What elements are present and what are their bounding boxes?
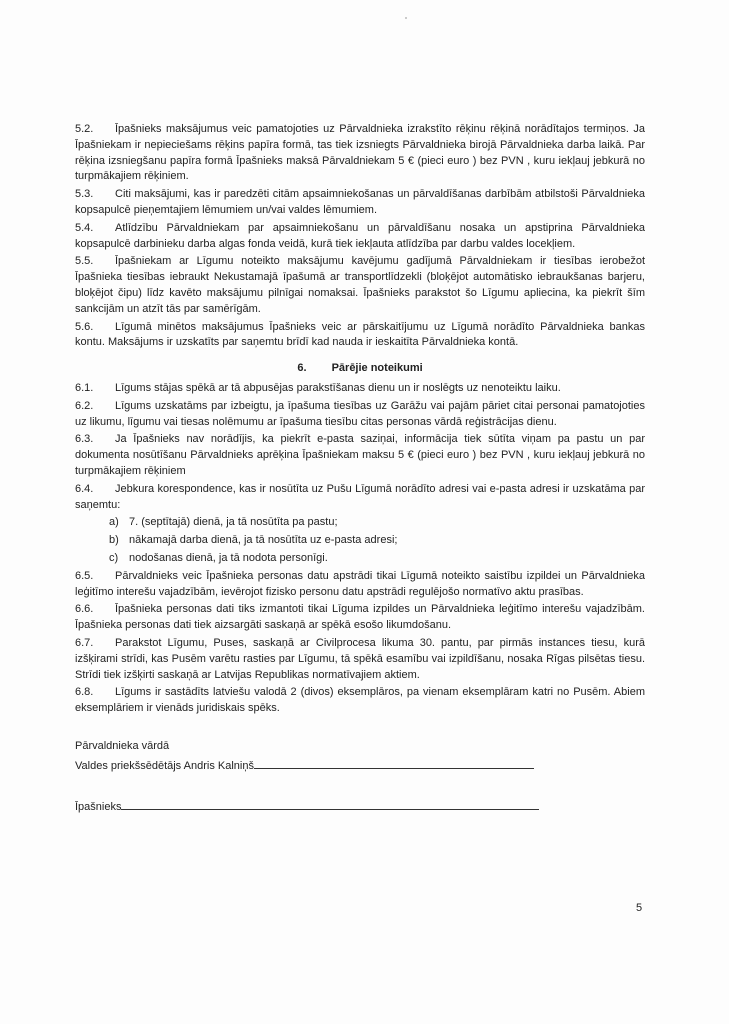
clause-text: Atlīdzību Pārvaldniekam par apsaimniekošanu un pārvaldīšanu nosaka un apstiprina Pārvaldnieka kopsapulcē darbinieku darba algas fonda veidā, kurā tiek iekļauta atlīdzība par darbu valdes locekļiem.: [75, 221, 645, 250]
section-6-paragraphs-a: [75, 381, 645, 513]
owner-signature-label: Īpašnieks: [75, 801, 122, 814]
clause-text: Īpašnieks maksājumus veic pamatojoties uz Pārvaldnieka izrakstīto rēķinu rēķinā norādītajos termiņos. Ja Īpašniekam ir nepieciešams rēķins papīra formā, tas tiek izsniegts Pārvaldnieka birojā Pārvaldnieka darba laikā. Par rēķina izsniegšanu papīra formā Īpašnieks maksā Pārvaldniekam 5 € (pieci euro ) bez PVN , kuru iekļauj jebkurā no turpmākajiem rēķiniem.: [75, 123, 645, 183]
list-item-text: nākamajā darba dienā, ja tā nosūtīta uz e-pasta adresi;: [129, 534, 398, 547]
signature-block: [75, 739, 645, 816]
manager-signature-line: [254, 757, 534, 769]
clause-6-2: [75, 399, 645, 431]
clause-number: 6.6.: [75, 603, 94, 616]
section-6-paragraphs-b: [75, 569, 645, 717]
clause-number: 6.4.: [75, 482, 94, 495]
manager-heading: Pārvaldnieka vārdā: [75, 739, 170, 752]
list-item-text: 7. (septītajā) dienā, ja tā nosūtīta pa pastu;: [129, 516, 338, 529]
clause-5-5: [75, 254, 645, 317]
list-item-text: nodošanas dienā, ja tā nodota personīgi.: [129, 551, 328, 564]
clause-number: 6.8.: [75, 686, 94, 699]
correspondence-list: [75, 515, 645, 566]
clause-number: 5.2.: [75, 123, 94, 135]
clause-5-4: [75, 221, 645, 253]
clause-text: Parakstot Līgumu, Puses, saskaņā ar Civilprocesa likuma 30. pantu, par pirmās instances tiesu, kurā izšķirami strīdi, kas Pusēm varētu rasties par Līgumu, tā spēkā esamību vai izpildīšanu, nosaka Rīgas pilsētas tiesu. Strīdi tiek izšķirti saskaņā ar Latvijas Republikas normatīvajiem aktiem.: [75, 636, 645, 681]
clause-text: Līgums uzskatāms par izbeigtu, ja īpašuma tiesības uz Garāžu vai pajām pāriet citai personai pamatojoties uz likumu, līgumu vai tiesas nolēmumu ar īpašuma tiesību citas personas vārdā reģistrācijas dienu.: [75, 399, 645, 428]
clause-6-1: [75, 381, 645, 397]
clause-number: 6.5.: [75, 569, 94, 582]
clause-5-3: [75, 187, 645, 219]
scan-speck: [405, 17, 407, 19]
clause-6-7: [75, 636, 645, 683]
clause-number: 5.6.: [75, 320, 94, 333]
clause-text: Līgums stājas spēkā ar tā abpusējas parakstīšanas dienu un ir noslēgts uz nenoteiktu laiku.: [115, 381, 561, 394]
owner-signature-row: [75, 798, 645, 816]
section-6-heading: [75, 361, 645, 377]
clause-number: 5.5.: [75, 255, 94, 268]
manager-signature-row: [75, 757, 645, 775]
list-item-letter: c): [109, 551, 119, 564]
list-item: [109, 551, 645, 567]
clause-number: 5.4.: [75, 221, 94, 234]
clause-5-6: [75, 320, 645, 352]
clause-text: Īpašniekam ar Līgumu noteikto maksājumu kavējumu gadījumā Pārvaldniekam ir tiesības ierobežot Īpašnieka tiesības iebraukt Nekustamajā īpašumā ar transportlīdzekli (bloķējot automātisko iebraukšanas barjeru, bloķējot čipu) līdz kavēto maksājumu pilnīgai nomaksai. Īpašnieks parakstot šo Līgumu apliecina, ka piekrīt šīm sankcijām un atzīt tās par samērīgām.: [75, 255, 645, 315]
clause-number: 5.3.: [75, 188, 94, 201]
clause-number: 6.1.: [75, 381, 94, 394]
document-body: [75, 122, 645, 818]
list-item-letter: b): [109, 534, 119, 547]
clause-6-5: [75, 569, 645, 601]
clause-6-8: [75, 685, 645, 717]
clause-text: Īpašnieka personas dati tiks izmantoti tikai Līguma izpildes un Pārvaldnieka leģitīmo interešu vajadzībām. Īpašnieka personas dati tiek aizsargāti saskaņā ar spēkā esošo likumdošanu.: [75, 603, 645, 632]
clause-6-6: [75, 602, 645, 634]
clause-text: Līgums ir sastādīts latviešu valodā 2 (divos) eksemplāros, pa vienam eksemplāram katri no Pusēm. Abiem eksemplāriem ir vienāds juridiskais spēks.: [75, 686, 645, 715]
clause-text: Jebkura korespondence, kas ir nosūtīta uz Pušu Līgumā norādīto adresi vai e-pasta adresi ir uzskatāma par saņemtu:: [75, 482, 645, 511]
clause-text: Pārvaldnieks veic Īpašnieka personas datu apstrādi tikai Līgumā noteikto saistību izpildei un Pārvaldnieka leģitīmo interešu vajadzībām, ievērojot fizisko personu datu apstrādi regulējošo normatīvo aktu prasības.: [75, 569, 645, 598]
list-item: [109, 533, 645, 549]
owner-signature-line: [121, 798, 539, 810]
clause-text: Citi maksājumi, kas ir paredzēti citām apsaimniekošanas un pārvaldīšanas darbībām atbilstoši Pārvaldnieka kopsapulcē pieņemtajiem lēmumiem un/vai valdes lēmumiem.: [75, 188, 645, 216]
clause-5-2: [75, 122, 645, 185]
section-5-paragraphs: [75, 122, 645, 351]
page-number: 5: [636, 902, 643, 914]
section-6-title: Pārējie noteikumi: [331, 362, 423, 375]
clause-text: Līgumā minētos maksājumus Īpašnieks veic ar pārskaitījumu uz Līgumā norādīto Pārvaldnieka bankas kontu. Maksājums ir uzskatīts par saņemtu brīdī kad nauda ir ieskaitīta Pārvaldnieka kontā.: [75, 320, 645, 349]
list-item: [109, 515, 645, 531]
section-6-number: 6.: [297, 362, 307, 375]
clause-6-3: [75, 432, 645, 479]
clause-6-4: [75, 482, 645, 514]
clause-number: 6.7.: [75, 636, 94, 649]
clause-number: 6.2.: [75, 399, 94, 412]
list-item-letter: a): [109, 516, 119, 529]
manager-signature-label: Valdes priekšsēdētājs Andris Kalniņš: [75, 759, 254, 772]
clause-text: Ja Īpašnieks nav norādījis, ka piekrīt e-pasta saziņai, informācija tiek sūtīta viņam pa pastu un par dokumenta nosūtīšanu Pārvaldnieks aprēķina Īpašniekam maksu 5 € (pieci euro ) bez PVN , kuru iekļauj jebkurā no turpmākajiem rēķiniem: [75, 433, 645, 477]
clause-number: 6.3.: [75, 433, 94, 446]
